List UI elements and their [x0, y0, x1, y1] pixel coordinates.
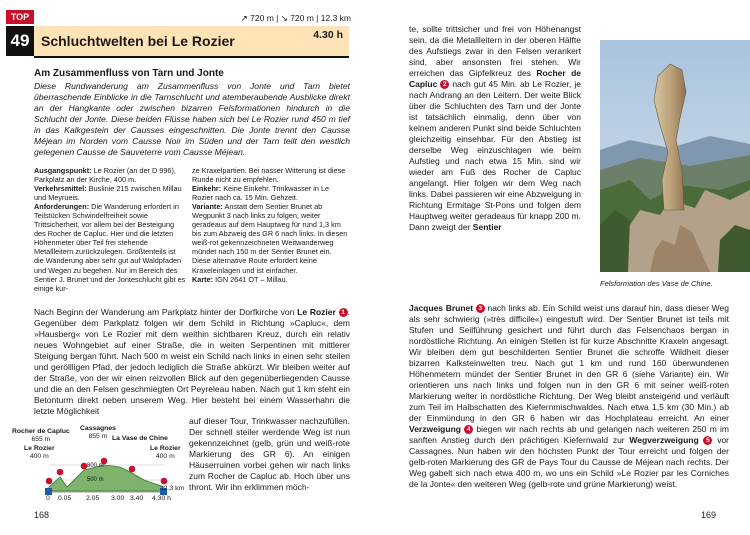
info-continued: ze Kraxelpartien. Bei nasser Witterung ist diese Runde nicht zu empfehlen.	[192, 166, 346, 185]
photo-vase-de-chine	[600, 40, 750, 272]
elevation-profile	[12, 425, 187, 505]
left-body-continued: auf dieser Tour, Trinkwasser nachzufüllen. Der schnell steiler werdende Weg ist nun gekennzeichnet (gelb, grün und weiß-rote Markierung des GR 6). An einigen Häuserruinen vorbei gehen wir nach links zum Rocher de Capluc ab. Hoch über uns thront. Wir ihn erklimmen möch-	[189, 416, 350, 492]
intro-text: Diese Rundwanderung am Zusammenfluss von Jonte und Tarn bietet überraschende Einblicke in die Tarnschlucht und atemberaubende Ausblicke direkt an der Hangkante oder zwischen bizarren Felsformationen hindurch in die Schlucht der Jonte. Diese beiden Flüsse haben sich bei Le Rozier rund 450 m tief in das Kalkgestein der Causses eingeschnitten. Die Jonte trennt den Causse Méjean im Norden vom Causse Noir im Süden und der Tarn teilt den westlich gelegenen Causse de Sauveterre vom Causse Méjean.	[34, 81, 350, 157]
profile-label-rozier-end: Le Rozier 400 m	[150, 445, 181, 460]
rock-photo-image	[600, 40, 750, 272]
subtitle: Am Zusammenfluss von Tarn und Jonte	[34, 68, 224, 79]
elev-tick-500: 500 m	[87, 477, 104, 483]
time-0: 0	[46, 495, 50, 502]
info-column-2	[192, 166, 350, 284]
right-page	[375, 0, 750, 535]
marker-2	[57, 469, 64, 476]
elev-tick-800: 800 m	[87, 463, 104, 469]
profile-distance: 12.3 km	[160, 485, 185, 492]
route-stats: ↗ 720 m | ↘ 720 m | 12.3 km	[240, 13, 351, 23]
waypoint-marker-5: 5	[703, 436, 712, 445]
route-number: 49	[6, 26, 34, 56]
time-3: 3.00	[111, 495, 125, 502]
info-column-1	[34, 166, 186, 293]
left-body-paragraph: Nach Beginn der Wanderung am Parkplatz hinter der Dorfkirche von Le Rozier 1 . Gegenüber dem Parkplatz folgen wir dem Schild in Richtung »Capluc«, dem »Hausberg« von Le Rozier mit dem weithin sichtbaren Kreuz, durch ein relativ neues Wohngebiet auf einer Straße, die in weiten Serpentinen mit mittlerer Steigung bergan führt. Nach 500 m weist ein Schild nach links in einen sehr steilen und geröllligen Pfad, der jedoch lediglich die Straße abkürzt. Wir bleiben weiter auf der Straße, von der wir einen reizvollen Blick auf den gegenüberliegenden Causse und die an den Felsen geschmiegten Ort Peyreleau haben. Nach gut 1 km steht ein Betonturm direkt neben unserem Weg. Hier besteht bei einem Wasserhahn die letzte Möglichkeit	[34, 307, 350, 416]
info-requirements: Anforderungen: Die Wanderung erfordert in Teilstücken Schwindelfreiheit sowie Trittsicherheit, vor allem bei der Besteigung des Rocher de Capluc. Hier und die letzten Höhenmeter über Teil frei stehende Metallleitern zurückzulegen. Größtenteils ist die Wanderung aber sehr gut auf Waldpfaden und Wegen zu begehen. Nur im Bereich des Sentier J. Brunet und der Jonteschlucht gibt es einige kur-	[34, 202, 186, 293]
marker-end	[161, 478, 168, 485]
page-title: Schluchtwelten bei Le Rozier	[41, 33, 235, 49]
parking-icon-start	[45, 488, 52, 495]
place-name: Rocher de Capluc	[409, 68, 582, 89]
duration: 4.30 h	[313, 29, 343, 41]
profile-area	[49, 465, 164, 491]
title-bar	[34, 26, 349, 58]
waypoint-marker-1: 1	[339, 308, 348, 317]
marker-6	[129, 466, 136, 473]
time-1: 0.05	[58, 495, 72, 502]
info-map: Karte: IGN 2641 OT – Millau.	[192, 274, 288, 284]
right-body-paragraph: Jacques Brunet 3 nach links ab. Ein Schild weist uns darauf hin, dass dieser Weg als sehr schwierig (»très difficile«) eingestuft wird. Der Sentier Brunet ist teils mit Stufen und Seilführung gesichert und führt durch das Felsenchaos bergan in nordöstliche Richtung. An einigen Stellen ist für kurze Abschnitte Kraxeln angesagt. Wir bleiben dem gut beschilderten Sentier Brunet die schroffe Wildheit dieser bizarren Kalksteinwelten treu. Nach gut 1 km und rund 160 überwundenen Höhenmetern mündet der Sentier Brunet in den GR 6 (siehe Variante) ein. Wir orientieren uns nach links und folgen nun in den GR 6 mit seiner weiß-roten Markierung weiter in nordöstliche Richtung. Der Weg bleibt ansteigend und verläuft zum Teil im Halbschatten des Kiefernmischwaldes. Nach etwa 1,5 km (30 Min.) ab der Einmündung in den GR 6 haben wir das Hochplateau erreicht. An einer Verzweigung 4 biegen wir nach rechts ab und gelangen nach weiteren 250 m im sanften Anstieg durch den prächtigen Kiefernwald zur Wegverzweigung 5 vor Cassagnes. Nun haben wir den höchsten Punkt der Tour erreicht und folgen der gelb-roten Markierung des GR de Pays Tour du Causse de Méjean nach rechts. Der Weg gabelt sich nach etwa 400 m, wo uns ein Schild »Le Rozier par les Corniches de la Jonte« den weiteren Weg (gelb-rote und grüne Markierung) weist.	[409, 303, 729, 489]
time-5: 4.30 h	[152, 495, 171, 502]
photo-caption: Felsformation des Vase de Chine.	[600, 279, 713, 288]
info-transport: Verkehrsmittel: Buslinie 215 zwischen Millau und Meyrueis.	[34, 184, 182, 203]
info-refreshment: Einkehr: Keine Einkehr. Trinkwasser in Le Rozier nach ca. 15 Min. Gehzeit.	[192, 184, 330, 203]
info-variant: Variante: Anstatt dem Sentier Brunet ab Wegpunkt 3 nach links zu folgen, weiter geradeaus auf dem Hauptweg für rund 1,3 km bis zum Abzweig des GR 6 nach links. In diesen weiß-rot gekennzeichneten Weitwanderweg mündet nach 150 m der Sentier Brunet ein. Diese alternative Route erfordert keine Kraxeleinlagen und ist einfacher.	[192, 202, 348, 275]
right-column-text: te, sollte trittsicher und frei von Höhenangst sein, da die Metallleitern in der oberen Hälfte des Aufstiegs zwar in den Felsen verankert sind, aber ansonsten frei stehen. Wir erreichen das Gipfelkreuz des Rocher de Capluc 2 nach gut 45 Min. ab Le Rozier, je nach Andrang an den Leitern. Der weite Blick über die Schluchten des Tarn und der Jonte ist tatsächlich einmalig, denn über von keinem anderen Punkt sind beide Schluchten gleichzeitig einsehbar. Für den Abstieg ist derselbe Weg einzuschlagen wie beim Aufstieg und nach etwa 15 Min. sind wir wieder am Fuß des Rocher de Capluc angelangt. Hier folgen wir dem Weg nach links. Dabei passieren wir eine Abzweigung in Richtung Ermitage St-Pons und folgen dem Hauptweg weiter geradeaus für knapp 200 m. Dann zweigt der Sentier	[409, 24, 582, 232]
marker-1	[46, 478, 53, 485]
info-start: Ausgangspunkt: Le Rozier (an der D 996), Parkplatz an der Kirche, 400 m.	[34, 166, 176, 185]
place-name: Jacques Brunet	[409, 303, 474, 313]
time-4: 3.40	[130, 495, 144, 502]
profile-label-vase: La Vase de Chine	[112, 435, 168, 442]
place-name: Verzweigung	[409, 424, 461, 434]
place-name: Le Rozier	[297, 307, 336, 317]
time-2: 2.05	[86, 495, 100, 502]
profile-label-rozier-start: Le Rozier 400 m	[24, 445, 55, 460]
waypoint-marker-3: 3	[476, 304, 485, 313]
top-label: TOP	[6, 10, 34, 24]
waypoint-marker-2: 2	[440, 80, 449, 89]
page-number-left: 168	[34, 510, 50, 520]
place-name: Wegverzweigung	[629, 435, 699, 445]
place-name: Sentier	[472, 222, 502, 232]
page-number-right: 169	[701, 510, 717, 520]
waypoint-marker-4: 4	[464, 425, 473, 434]
profile-label-cassagnes: Cassagnes 855 m	[80, 425, 116, 440]
profile-label-capluc: Rocher de Capluc 655 m	[12, 428, 70, 443]
